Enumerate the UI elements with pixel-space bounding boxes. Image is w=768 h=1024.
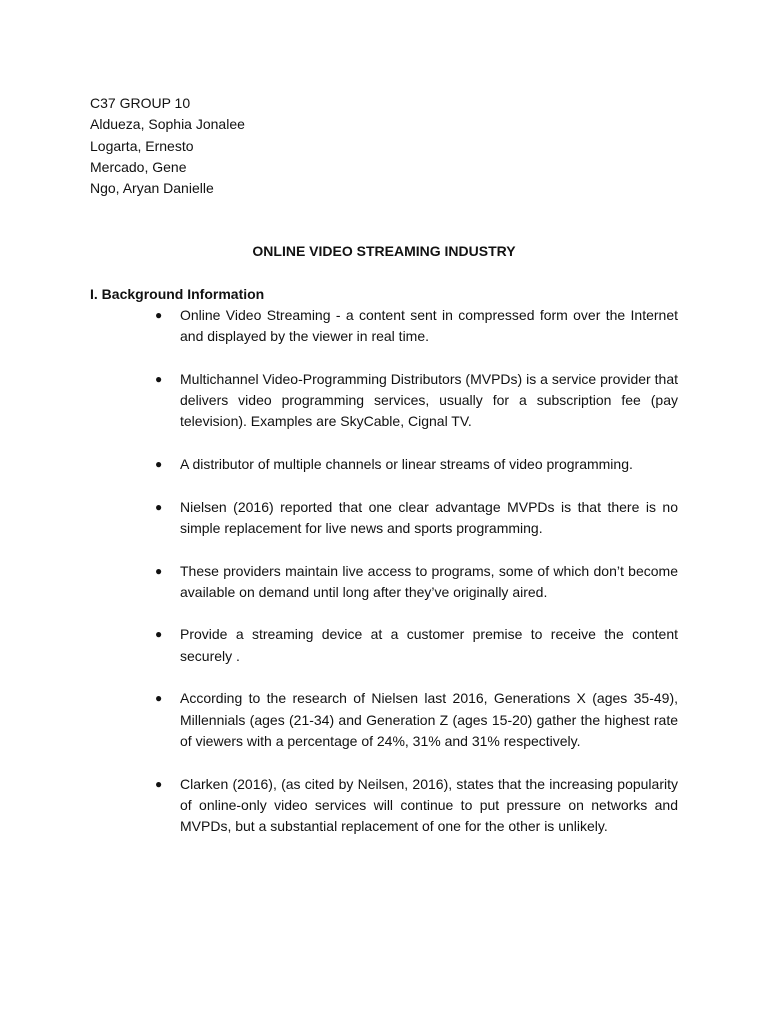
document-title: ONLINE VIDEO STREAMING INDUSTRY bbox=[252, 243, 516, 259]
author-name: Aldueza, Sophia Jonalee bbox=[90, 116, 245, 133]
bullet-icon: ● bbox=[155, 563, 163, 578]
author-block bbox=[90, 93, 490, 199]
bullet-icon: ● bbox=[155, 457, 163, 472]
author-name: Ngo, Aryan Danielle bbox=[90, 180, 214, 197]
author-name: Mercado, Gene bbox=[90, 158, 187, 175]
bullet-text: Online Video Streaming - a content sent in compressed form over the Internet and displayed by the viewer in real time. bbox=[180, 307, 678, 345]
bullet-text: Nielsen (2016) reported that one clear advantage MVPDs is that there is no simple replacement for live news and sports programming. bbox=[180, 498, 678, 536]
bullet-list bbox=[155, 305, 678, 859]
group-name: C37 GROUP 10 bbox=[90, 95, 191, 111]
section-heading: I. Background Information bbox=[90, 286, 265, 302]
bullet-icon: ● bbox=[155, 371, 163, 386]
list-item bbox=[155, 369, 678, 433]
list-item bbox=[155, 688, 678, 752]
bullet-text: These providers maintain live access to programs, some of which don’t become available on demand until long after they’ve originally aired. bbox=[180, 562, 678, 600]
bullet-text: Multichannel Video-Programming Distributors (MVPDs) is a service provider that delivers video programming services, usually for a subscription fee (pay television). Examples are SkyCable, Cignal TV. bbox=[180, 370, 678, 430]
bullet-icon: ● bbox=[155, 691, 163, 706]
bullet-icon: ● bbox=[155, 627, 163, 642]
list-item bbox=[155, 561, 678, 604]
bullet-text: Provide a streaming device at a customer premise to receive the content securely . bbox=[180, 626, 678, 664]
list-item bbox=[155, 454, 678, 475]
list-item bbox=[155, 305, 678, 348]
list-item bbox=[155, 624, 678, 667]
bullet-text: According to the research of Nielsen last 2016, Generations X (ages 35-49), Millennials (ages (21-34) and Generation Z (ages 15-20) gather the highest rate of viewers with a percentage of 24%, 31% and 31% respectively. bbox=[180, 690, 678, 749]
author-name: Logarta, Ernesto bbox=[90, 137, 194, 154]
list-item bbox=[155, 497, 678, 540]
bullet-icon: ● bbox=[155, 776, 163, 791]
list-item bbox=[155, 774, 678, 838]
bullet-icon: ● bbox=[155, 308, 163, 322]
bullet-icon: ● bbox=[155, 499, 163, 514]
bullet-text: Clarken (2016), (as cited by Neilsen, 2016), states that the increasing popularity of online-only video services will continue to put pressure on networks and MVPDs, but a substantial replacement of one for the other is unlikely. bbox=[180, 775, 678, 835]
bullet-text: A distributor of multiple channels or linear streams of video programming. bbox=[180, 456, 633, 473]
